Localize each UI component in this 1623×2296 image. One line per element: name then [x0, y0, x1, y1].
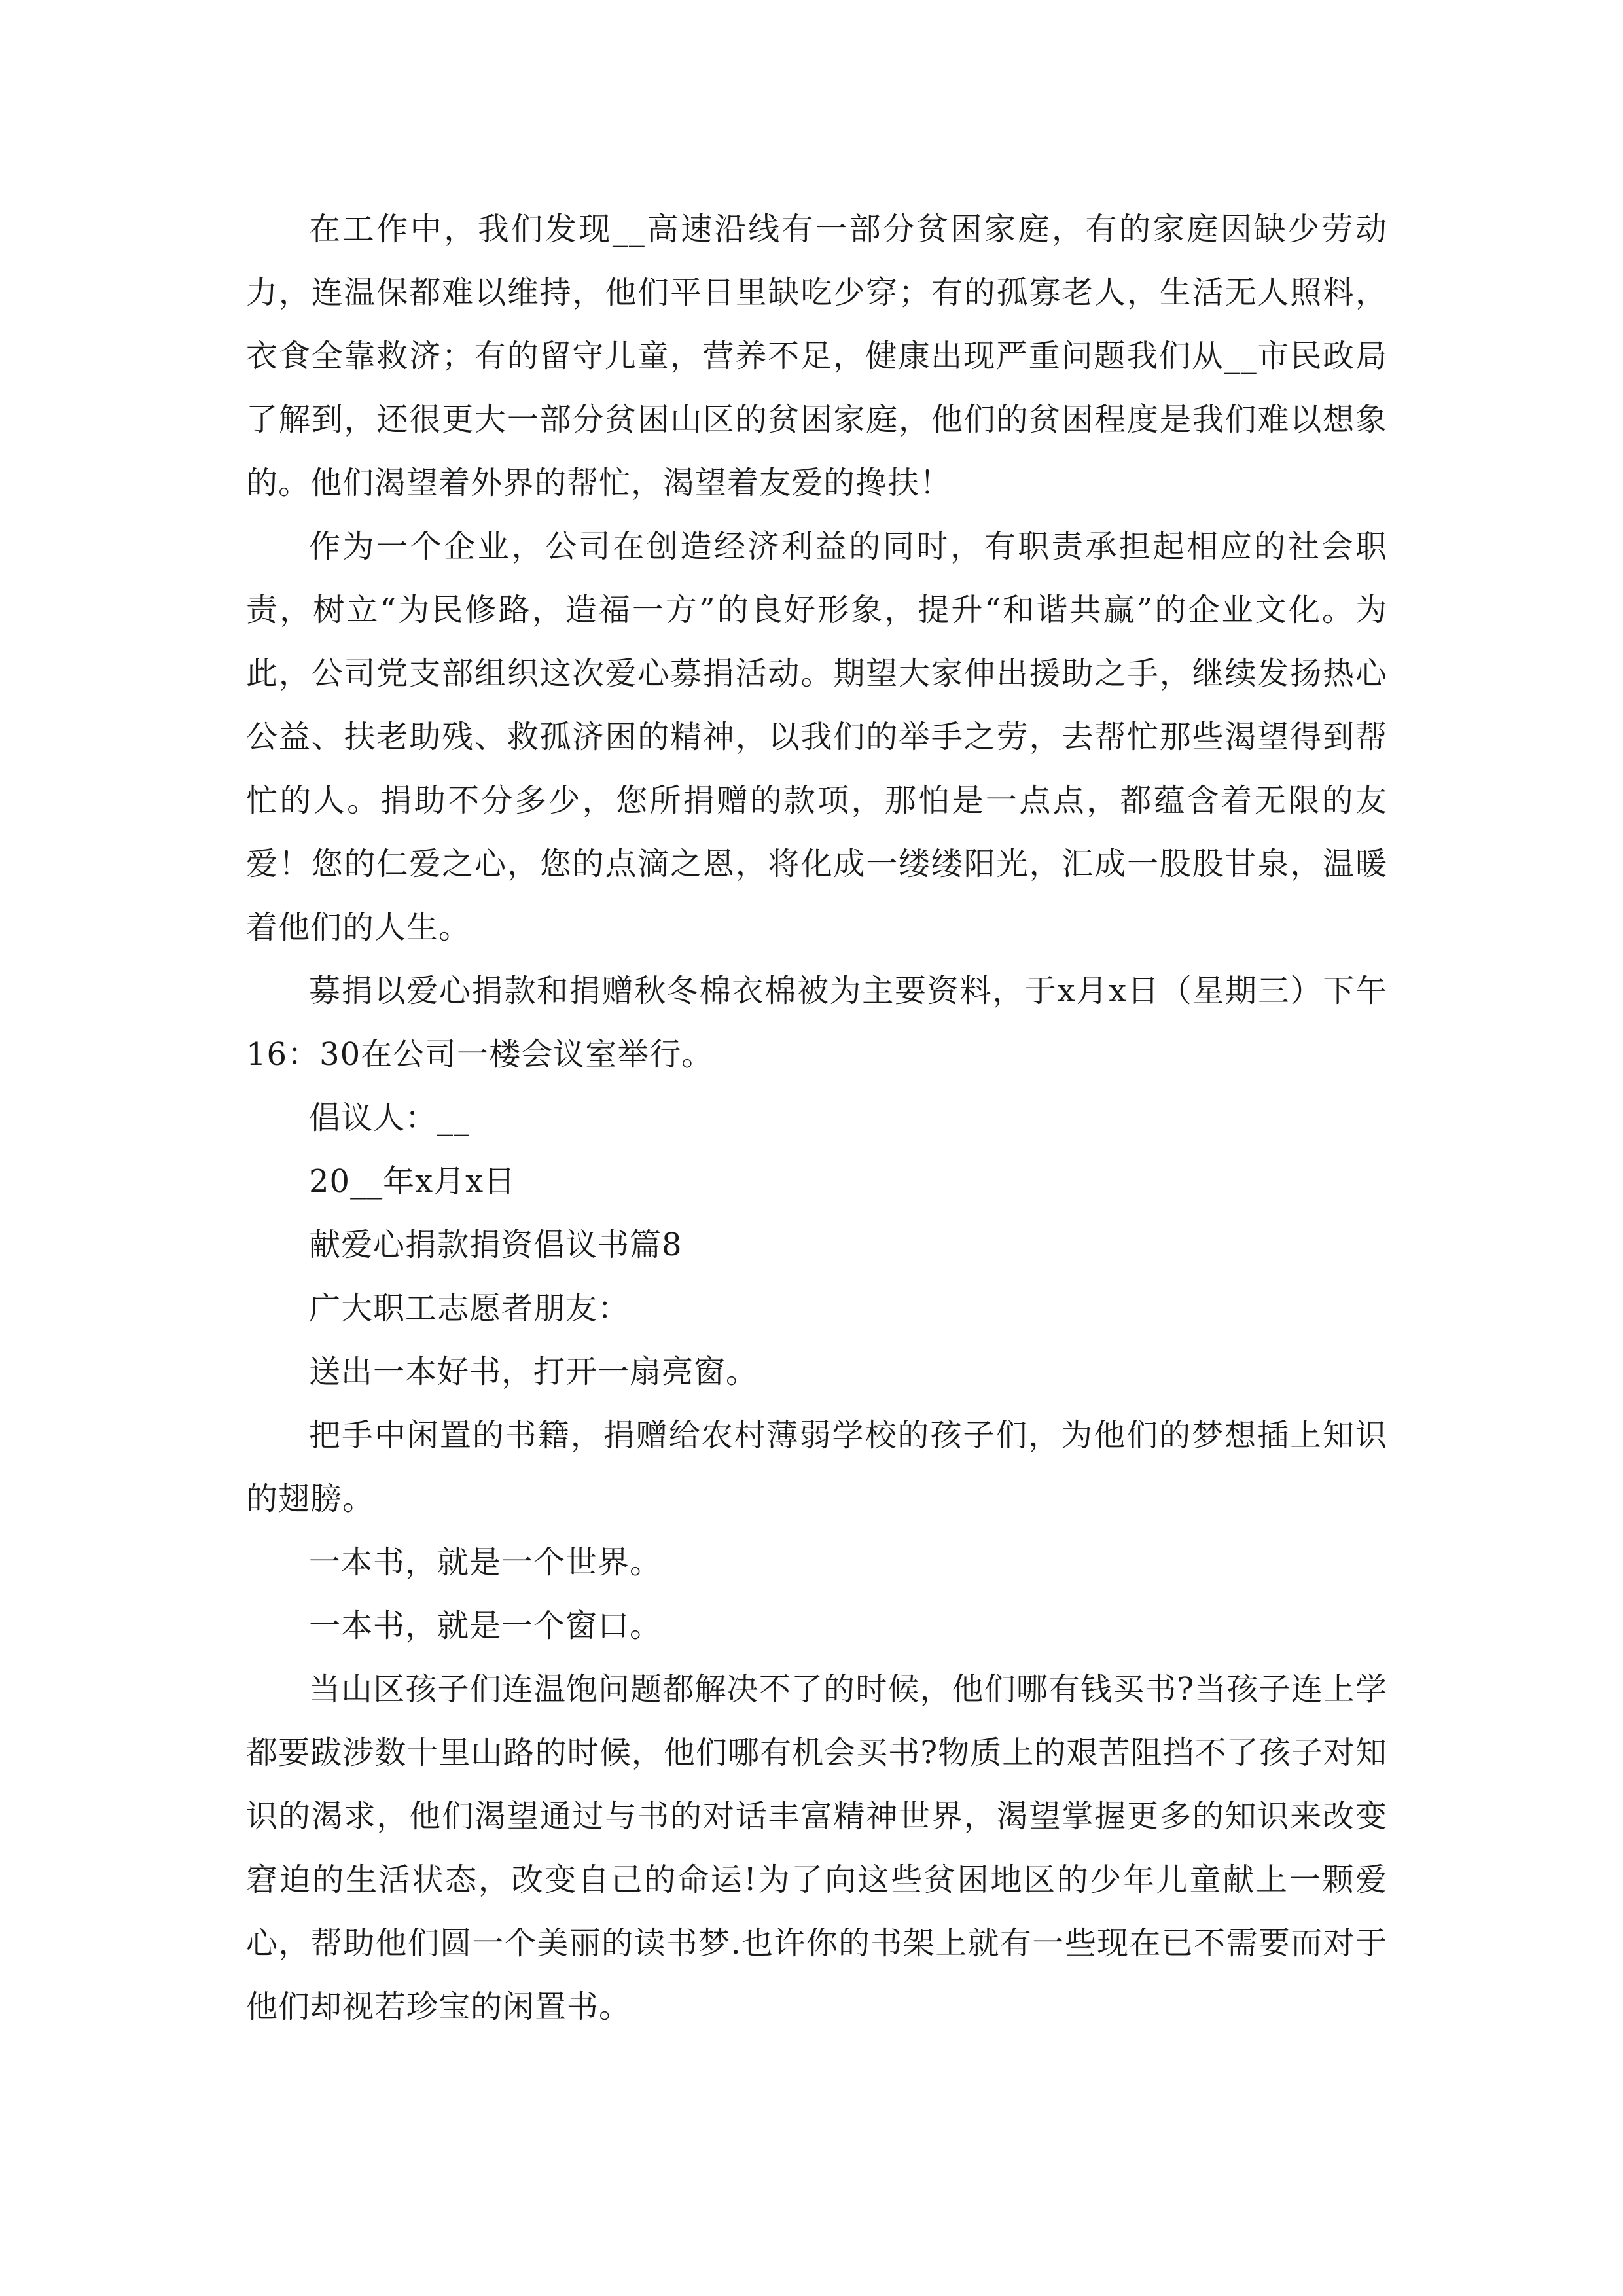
paragraph-company-responsibility: 作为一个企业，公司在创造经济利益的同时，有职责承担起相应的社会职责，树立“为民修路，造福一方”的良好形象，提升“和谐共赢”的企业文化。为此，公司党支部组织这次爱心募捐活动。期望大家伸出援助之手，继续发扬热心公益、扶老助残、救孤济困的精神，以我们的举手之劳，去帮忙那些渴望得到帮忙的人。捐助不分多少，您所捐赠的款项，那怕是一点点，都蕴含着无限的友爱！您的仁爱之心，您的点滴之恩，将化成一缕缕阳光，汇成一股股甘泉，温暖着他们的人生。	[246, 528, 1387, 946]
paragraph-donate-books: 把手中闲置的书籍，捐赠给农村薄弱学校的孩子们，为他们的梦想插上知识的翅膀。	[246, 1417, 1387, 1517]
date-line: 20__年x月x日	[309, 1163, 516, 1200]
initiator-line: 倡议人：__	[309, 1100, 471, 1136]
document-body	[246, 198, 1387, 2039]
paragraph-poverty-findings: 在工作中，我们发现__高速沿线有一部分贫困家庭，有的家庭因缺少劳动力，连温保都难以维持，他们平日里缺吃少穿；有的孤寡老人，生活无人照料，衣食全靠救济；有的留守儿童，营养不足，健康出现严重问题我们从__市民政局了解到，还很更大一部分贫困山区的贫困家庭，他们的贫困程度是我们难以想象的。他们渴望着外界的帮忙，渴望着友爱的搀扶！	[246, 211, 1387, 501]
paragraph-donation-details: 募捐以爱心捐款和捐赠秋冬棉衣棉被为主要资料，于x月x日（星期三）下午16：30在公司一楼会议室举行。	[246, 973, 1387, 1073]
section-title: 献爱心捐款捐资倡议书篇8	[309, 1227, 683, 1263]
paragraph-book-world: 一本书，就是一个世界。	[309, 1544, 662, 1581]
paragraph-slogan: 送出一本好书，打开一扇亮窗。	[309, 1354, 758, 1390]
salutation: 广大职工志愿者朋友：	[309, 1290, 630, 1327]
paragraph-mountain-children: 当山区孩子们连温饱问题都解决不了的时候，他们哪有钱买书?当孩子连上学都要跋涉数十里山路的时候，他们哪有机会买书?物质上的艰苦阻挡不了孩子对知识的渴求，他们渴望通过与书的对话丰富精神世界，渴望掌握更多的知识来改变窘迫的生活状态，改变自己的命运!为了向这些贫困地区的少年儿童献上一颗爱心，帮助他们圆一个美丽的读书梦.也许你的书架上就有一些现在已不需要而对于他们却视若珍宝的闲置书。	[246, 1671, 1387, 2025]
paragraph-book-window: 一本书，就是一个窗口。	[309, 1607, 662, 1644]
